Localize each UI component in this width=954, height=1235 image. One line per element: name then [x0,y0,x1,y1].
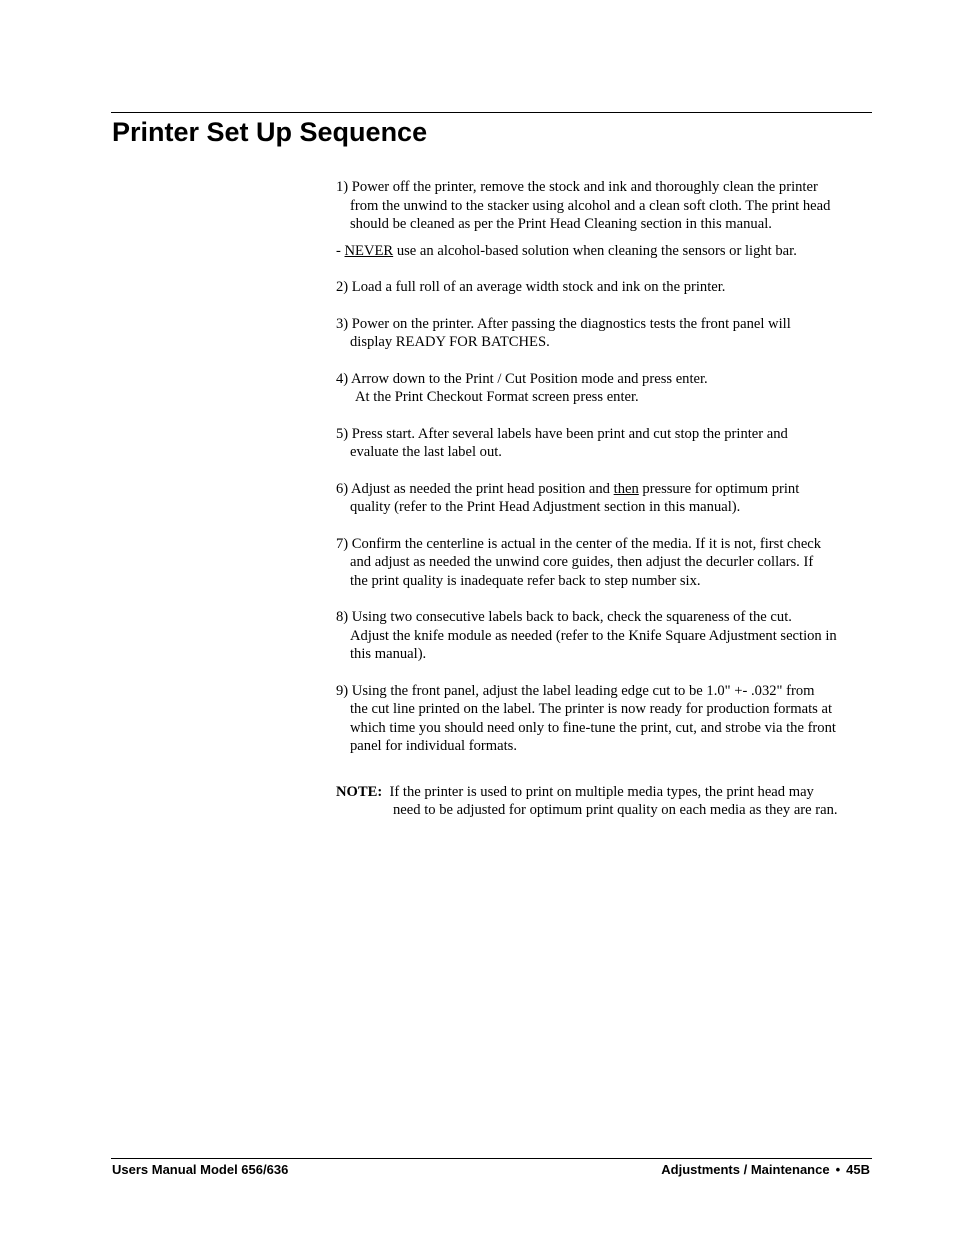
step-9-line-1: 9) Using the front panel, adjust the label leading edge cut to be 1.0" +- .032" from [336,682,815,699]
step-5-line-1: 5) Press start. After several labels have been print and cut stop the printer and [336,425,788,442]
note-block [336,783,876,820]
steps-body [336,178,876,820]
page-title: Printer Set Up Sequence [112,117,428,147]
step-4-line-1: 4) Arrow down to the Print / Cut Position mode and press enter. [336,370,708,387]
step-8-line-3: this manual). [350,646,427,662]
step-5-line-2: evaluate the last label out. [350,444,502,460]
header-rule [111,112,872,113]
step-8-line-2: Adjust the knife module as needed (refer to the Knife Square Adjustment section in [350,627,837,644]
step-1-warning [336,242,876,261]
footer-section [661,1162,870,1178]
warning-prefix: - [336,242,345,259]
step-9-line-2: the cut line printed on the label. The printer is now ready for production formats at [350,701,832,717]
step-8 [336,608,876,664]
warning-rest: use an alcohol-based solution when cleaning the sensors or light bar. [393,242,797,259]
step-6-line-1 [336,480,876,499]
step-3-line-1: 3) Power on the printer. After passing the diagnostics tests the front panel will [336,315,791,332]
step-1 [336,178,876,234]
step-1-line-3: should be cleaned as per the Print Head Cleaning section in this manual. [350,216,772,232]
footer-section-name: Adjustments / Maintenance [661,1162,830,1177]
step-2-line-1: 2) Load a full roll of an average width stock and ink on the printer. [336,279,726,295]
step-9-line-3: which time you should need only to fine-tune the print, cut, and strobe via the front [350,719,836,736]
step-7-line-2: and adjust as needed the unwind core guides, then adjust the decurler collars. If [350,554,814,570]
step-6 [336,480,876,517]
note-label: NOTE: [336,783,383,800]
step-6-then: then [613,480,639,497]
step-8-line-1: 8) Using two consecutive labels back to back, check the squareness of the cut. [336,609,792,625]
footer-rule [111,1158,872,1159]
footer-manual-title: Users Manual Model 656/636 [112,1162,289,1177]
footer-page-number: 45B [846,1162,870,1177]
warning-never: NEVER [344,242,394,259]
step-7-line-3: the print quality is inadequate refer back to step number six. [350,572,701,589]
step-9 [336,682,876,756]
step-3-line-2: display READY FOR BATCHES. [350,334,550,350]
step-6-text-b: pressure for optimum print [638,480,800,497]
note-text-1: If the printer is used to print on multiple media types, the print head may [382,783,814,800]
step-6-text-a: 6) Adjust as needed the print head position and [336,480,614,497]
step-4-line-2: At the Print Checkout Format screen press enter. [355,389,639,405]
step-6-line-2: quality (refer to the Print Head Adjustment section in this manual). [350,499,741,515]
step-7-line-1: 7) Confirm the centerline is actual in the center of the media. If it is not, first check [336,535,822,552]
step-2 [336,278,876,297]
step-1-line-2: from the unwind to the stacker using alcohol and a clean soft cloth. The print head [350,197,831,214]
step-5 [336,425,876,462]
step-3 [336,315,876,352]
bullet-icon: • [835,1162,841,1177]
step-7 [336,535,876,591]
step-1-line-1: 1) Power off the printer, remove the stock and ink and thoroughly clean the printer [336,179,818,195]
note-line-2: need to be adjusted for optimum print quality on each media as they are ran. [393,802,838,818]
step-4 [336,370,876,407]
step-9-line-4: panel for individual formats. [350,738,517,754]
note-line-1 [336,783,876,802]
